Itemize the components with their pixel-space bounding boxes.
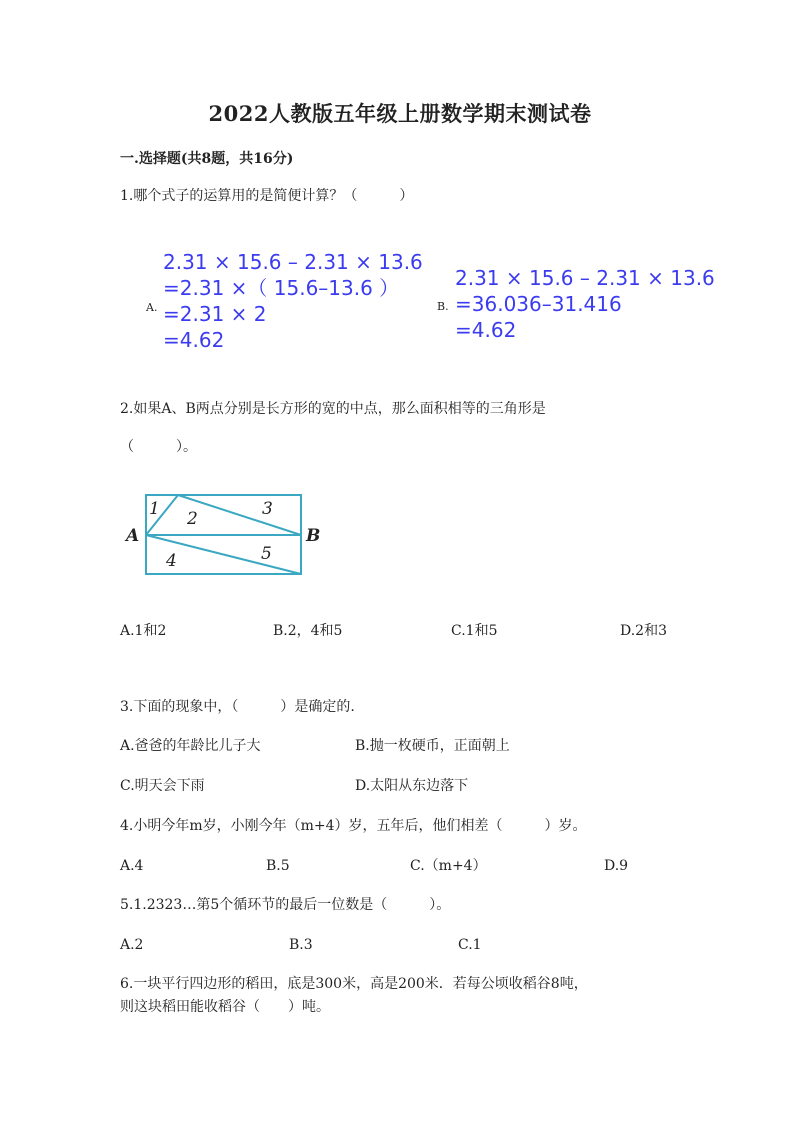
math-line: =4.62 (455, 318, 517, 342)
question-2-stem-continued: （ ）。 (120, 439, 197, 455)
question-5-option-a: A.2 (120, 937, 144, 953)
question-5-stem: 5.1.2323…第5个循环节的最后一位数是（ ）。 (120, 897, 451, 913)
region-5-label: 5 (261, 544, 272, 564)
question-3-option-b: B.抛一枚硬币，正面朝上 (355, 738, 510, 754)
page-title: 2022人教版五年级上册数学期末测试卷 (208, 101, 592, 126)
question-2-option-d: D.2和3 (620, 623, 667, 639)
question-3-option-c: C.明天会下雨 (120, 778, 205, 794)
question-2-option-b: B.2，4和5 (273, 623, 343, 639)
question-4-option-b: B.5 (266, 858, 290, 874)
point-b-label: B (306, 526, 321, 546)
math-line: =4.62 (163, 328, 225, 352)
question-2-option-a: A.1和2 (120, 623, 167, 639)
question-1-stem: 1.哪个式子的运算用的是简便计算？（ ） (120, 188, 414, 204)
question-4-stem: 4.小明今年m岁，小刚今年（m+4）岁，五年后，他们相差（ ）岁。 (120, 818, 587, 834)
question-3-option-a: A.爸爸的年龄比儿子大 (120, 738, 261, 754)
rectangle-triangles-figure (120, 485, 330, 585)
question-6-stem-continued: 则这块稻田能收稻谷（ ）吨。 (120, 999, 330, 1015)
question-3-stem: 3.下面的现象中，（ ）是确定的. (120, 699, 355, 715)
question-1-option-b-label: B. (437, 300, 449, 313)
question-1-option-a-image (163, 249, 423, 353)
question-1-option-a-label: A. (146, 301, 158, 314)
region-4-label: 4 (166, 551, 177, 571)
question-1-option-b-image (455, 265, 715, 343)
section-heading: 一.选择题(共8题，共16分) (120, 151, 294, 167)
question-5-option-b: B.3 (289, 937, 313, 953)
question-2-stem: 2.如果A、B两点分别是长方形的宽的中点，那么面积相等的三角形是 (120, 401, 546, 417)
question-3-option-d: D.太阳从东边落下 (355, 778, 469, 794)
region-3-label: 3 (262, 499, 273, 519)
question-4-option-d: D.9 (604, 858, 629, 874)
region-1-label: 1 (149, 499, 160, 519)
question-6-stem: 6.一块平行四边形的稻田，底是300米，高是200米．若每公顷收稻谷8吨， (120, 976, 588, 992)
question-4-option-c: C.（m+4） (410, 858, 487, 874)
math-line: 2.31 × 15.6 – 2.31 × 13.6 (163, 250, 423, 274)
math-line: =2.31 ×（ 15.6–13.6 ） (163, 276, 400, 300)
question-4-option-a: A.4 (120, 858, 144, 874)
math-line: =2.31 × 2 (163, 302, 267, 326)
math-line: 2.31 × 15.6 – 2.31 × 13.6 (455, 266, 715, 290)
point-a-label: A (126, 526, 140, 546)
question-5-option-c: C.1 (458, 937, 482, 953)
question-2-option-c: C.1和5 (451, 623, 498, 639)
math-line: =36.036–31.416 (455, 292, 622, 316)
region-2-label: 2 (187, 509, 198, 529)
